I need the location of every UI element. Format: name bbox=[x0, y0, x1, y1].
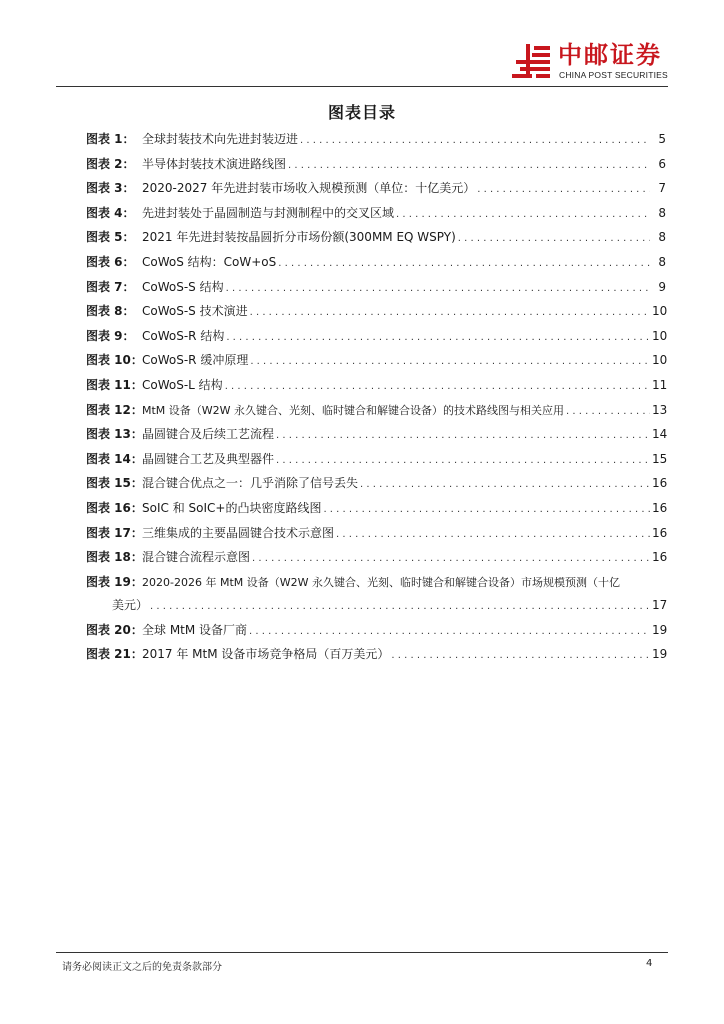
toc-entry-13[interactable] bbox=[86, 423, 666, 448]
leader-dots bbox=[278, 252, 650, 276]
toc-entry-16[interactable] bbox=[86, 497, 666, 522]
toc-entry-label: 图表 3： bbox=[86, 181, 135, 196]
toc-entry-page: 16 bbox=[652, 550, 668, 565]
toc-entry-page: 6 bbox=[658, 156, 666, 171]
toc-entry-page: 10 bbox=[652, 304, 668, 319]
leader-dots bbox=[336, 523, 650, 547]
toc-entry-page: 10 bbox=[652, 328, 668, 343]
toc-entry-1[interactable] bbox=[86, 128, 666, 153]
toc-entry-4[interactable] bbox=[86, 202, 666, 227]
leader-dots bbox=[477, 178, 650, 202]
toc-entry-label: 图表 17： bbox=[86, 525, 143, 540]
toc-entry-text: 全球封装技术向先进封装迈进 bbox=[142, 132, 299, 146]
toc-entry-text: 先进封装处于晶圆制造与封测制程中的交叉区域 bbox=[142, 205, 395, 220]
toc-entry-text: MtM 设备（W2W 永久键合、光刻、临时键合和解键合设备）的技术路线图与相关应用 bbox=[142, 403, 565, 417]
toc-entry-text: 全球 MtM 设备厂商 bbox=[142, 622, 248, 637]
leader-dots bbox=[458, 227, 650, 251]
leader-dots bbox=[250, 350, 650, 374]
toc-entry-text: 2020-2026 年 MtM 设备（W2W 永久键合、光刻、临时键合和解键合设备）市场规模预测（十亿 bbox=[142, 575, 620, 589]
leader-dots bbox=[226, 277, 650, 301]
leader-dots bbox=[300, 129, 650, 153]
toc-entry-page: 19 bbox=[652, 622, 668, 637]
toc-entry-text: 2021 年先进封装按晶圆折分市场份额(300MM EQ WSPY) bbox=[142, 230, 456, 245]
leader-dots bbox=[276, 449, 650, 473]
toc-entry-14[interactable] bbox=[86, 448, 666, 473]
header-rule bbox=[56, 86, 668, 87]
brand-name-cn: 中邮证券 bbox=[558, 41, 662, 69]
toc-entry-label: 图表 18： bbox=[86, 550, 143, 565]
toc-list bbox=[86, 128, 666, 668]
footer-rule bbox=[56, 952, 668, 953]
toc-entry-label: 图表 10： bbox=[86, 353, 143, 368]
toc-entry-text: CoWoS-L 结构 bbox=[142, 377, 223, 392]
toc-entry-page: 8 bbox=[658, 230, 666, 245]
toc-entry-page: 11 bbox=[652, 377, 668, 392]
toc-entry-21[interactable] bbox=[86, 643, 666, 668]
toc-entry-text: 混合键合优点之一：几乎消除了信号丢失 bbox=[142, 476, 359, 491]
toc-entry-label: 图表 13： bbox=[86, 427, 143, 442]
toc-entry-label: 图表 1： bbox=[86, 132, 135, 146]
toc-entry-text: CoWoS-S 结构 bbox=[142, 279, 224, 294]
toc-entry-page: 13 bbox=[652, 402, 668, 417]
leader-dots bbox=[226, 326, 650, 350]
toc-entry-label: 图表 19： bbox=[86, 574, 143, 589]
toc-entry-text: 半导体封装技术演进路线图 bbox=[142, 156, 287, 171]
toc-entry-label: 图表 12： bbox=[86, 402, 143, 417]
leader-dots bbox=[391, 644, 650, 668]
brand-name-en: CHINA POST SECURITIES bbox=[559, 70, 668, 80]
leader-dots bbox=[288, 154, 650, 178]
leader-dots bbox=[249, 620, 650, 644]
leader-dots bbox=[276, 424, 650, 448]
toc-entry-text: 三维集成的主要晶圆键合技术示意图 bbox=[142, 525, 335, 540]
toc-entry-5[interactable] bbox=[86, 226, 666, 251]
toc-entry-8[interactable] bbox=[86, 300, 666, 325]
toc-entry-page: 8 bbox=[658, 205, 666, 220]
toc-entry-page: 9 bbox=[658, 279, 666, 294]
toc-entry-12[interactable] bbox=[86, 399, 666, 424]
toc-entry-page: 7 bbox=[658, 181, 666, 196]
toc-entry-text: 晶圆键合及后续工艺流程 bbox=[142, 427, 275, 442]
toc-entry-17[interactable] bbox=[86, 522, 666, 547]
disclaimer-note: 请务必阅读正文之后的免责条款部分 bbox=[62, 962, 222, 973]
toc-entry-label: 图表 16： bbox=[86, 500, 143, 515]
toc-entry-page: 19 bbox=[652, 647, 668, 662]
toc-entry-page: 15 bbox=[652, 451, 668, 466]
toc-entry-page: 14 bbox=[652, 427, 668, 442]
toc-entry-text: 混合键合流程示意图 bbox=[142, 550, 251, 565]
toc-entry-15[interactable] bbox=[86, 472, 666, 497]
toc-entry-text-continued: 美元） bbox=[112, 598, 149, 613]
toc-entry-text: CoWoS-R 结构 bbox=[142, 328, 225, 343]
leader-dots bbox=[150, 595, 650, 619]
toc-entry-19[interactable] bbox=[86, 571, 666, 619]
toc-entry-label: 图表 5： bbox=[86, 230, 135, 245]
toc-entry-2[interactable] bbox=[86, 153, 666, 178]
leader-dots bbox=[225, 375, 650, 399]
toc-entry-label: 图表 14： bbox=[86, 451, 143, 466]
toc-entry-3[interactable] bbox=[86, 177, 666, 202]
toc-entry-label: 图表 20： bbox=[86, 622, 143, 637]
toc-entry-page: 5 bbox=[658, 132, 666, 146]
toc-entry-label: 图表 8： bbox=[86, 304, 135, 319]
toc-entry-6[interactable] bbox=[86, 251, 666, 276]
toc-entry-label: 图表 15： bbox=[86, 476, 143, 491]
toc-entry-7[interactable] bbox=[86, 276, 666, 301]
toc-entry-9[interactable] bbox=[86, 325, 666, 350]
leader-dots bbox=[323, 498, 650, 522]
toc-entry-page: 16 bbox=[652, 500, 668, 515]
page-header bbox=[0, 0, 724, 88]
toc-entry-text: 晶圆键合工艺及典型器件 bbox=[142, 451, 275, 466]
toc-entry-10[interactable] bbox=[86, 349, 666, 374]
leader-dots bbox=[566, 400, 650, 424]
toc-entry-text: SoIC 和 SoIC+的凸块密度路线图 bbox=[142, 500, 322, 515]
toc-entry-18[interactable] bbox=[86, 546, 666, 571]
toc-entry-text: CoWoS-S 技术演进 bbox=[142, 304, 248, 319]
leader-dots bbox=[396, 203, 650, 227]
toc-entry-text: 2017 年 MtM 设备市场竞争格局（百万美元） bbox=[142, 647, 390, 662]
toc-entry-label: 图表 6： bbox=[86, 254, 135, 269]
toc-entry-page: 8 bbox=[658, 254, 666, 269]
toc-entry-text: 2020-2027 年先进封装市场收入规模预测（单位：十亿美元） bbox=[142, 181, 476, 196]
page-number: 4 bbox=[646, 958, 653, 969]
toc-entry-page: 16 bbox=[652, 525, 668, 540]
toc-entry-label: 图表 9： bbox=[86, 328, 135, 343]
leader-dots bbox=[250, 301, 650, 325]
toc-entry-page: 10 bbox=[652, 353, 668, 368]
leader-dots bbox=[252, 547, 650, 571]
toc-entry-text: CoWoS 结构：CoW+oS bbox=[142, 254, 277, 269]
china-post-logo-icon bbox=[512, 44, 552, 82]
toc-entry-label: 图表 2： bbox=[86, 156, 135, 171]
toc-entry-20[interactable] bbox=[86, 619, 666, 644]
toc-entry-11[interactable] bbox=[86, 374, 666, 399]
toc-entry-label: 图表 7： bbox=[86, 279, 135, 294]
leader-dots bbox=[360, 473, 650, 497]
toc-entry-label: 图表 4： bbox=[86, 205, 135, 220]
toc-entry-page: 17 bbox=[652, 598, 668, 613]
toc-entry-label: 图表 11： bbox=[86, 377, 143, 392]
toc-entry-label: 图表 21： bbox=[86, 647, 143, 662]
toc-title: 图表目录 bbox=[327, 103, 396, 122]
toc-entry-page: 16 bbox=[652, 476, 668, 491]
toc-entry-text: CoWoS-R 缓冲原理 bbox=[142, 353, 249, 368]
